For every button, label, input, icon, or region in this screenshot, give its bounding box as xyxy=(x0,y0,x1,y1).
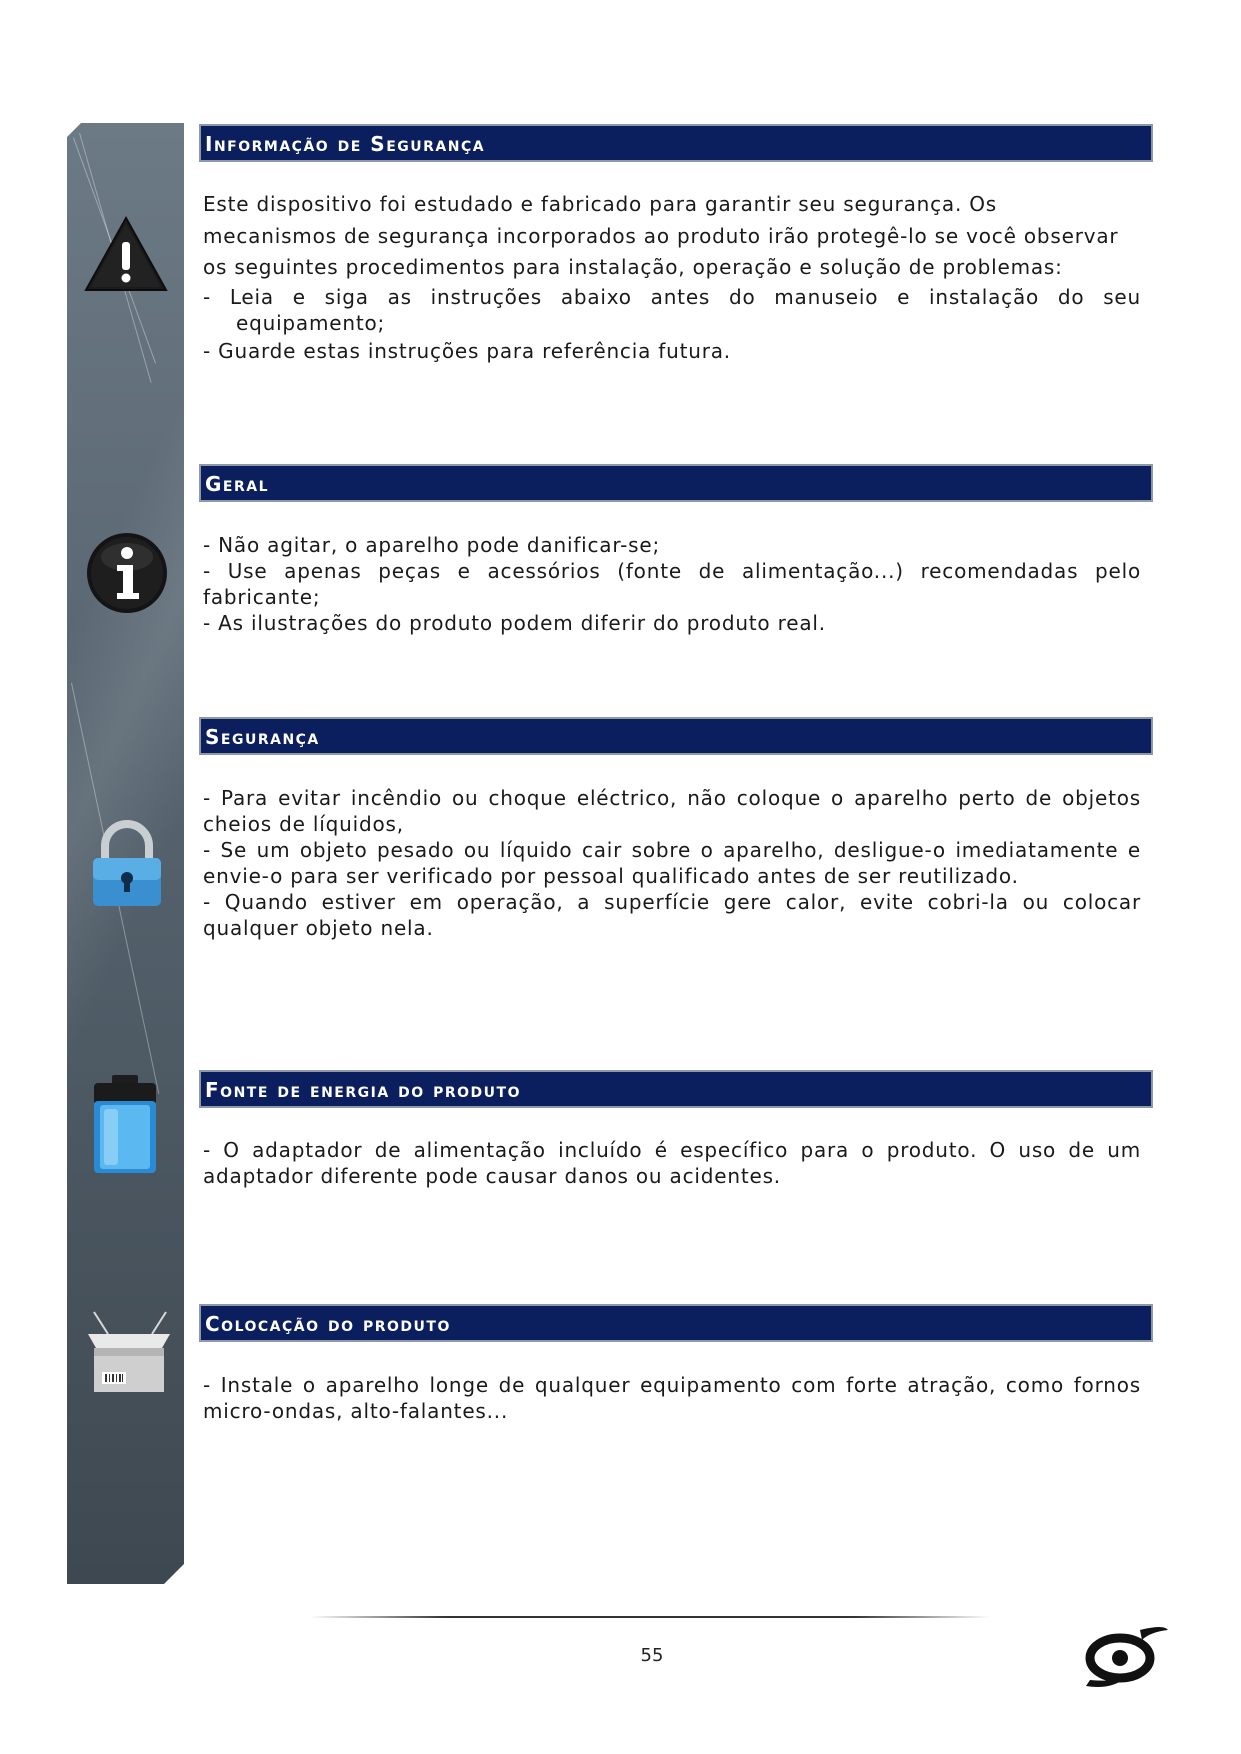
list-item: - Guarde estas instruções para referência futura. xyxy=(203,338,731,363)
section-body-seguranca xyxy=(203,785,1141,941)
brand-logo-icon xyxy=(1080,1620,1170,1692)
section-body-fonte-energia xyxy=(203,1137,1141,1189)
list-item: - Não agitar, o aparelho pode danificar-se; xyxy=(203,533,660,557)
section-body-geral xyxy=(203,532,1141,636)
list-item: - Para evitar incêndio ou choque eléctrico, não coloque o aparelho perto de objetos cheios de líquidos, xyxy=(203,786,1141,836)
section-header-fonte-energia: Fonte de energia do produto xyxy=(199,1070,1153,1108)
page-number: 55 xyxy=(640,1645,664,1666)
battery-icon xyxy=(92,1075,158,1175)
section-header-informacao-seguranca: Informação de Segurança xyxy=(199,124,1153,162)
section-body-colocacao-produto xyxy=(203,1372,1141,1424)
section-header-geral: Geral xyxy=(199,464,1153,502)
warning-icon xyxy=(82,214,170,294)
list-item: - O adaptador de alimentação incluído é específico para o produto. O uso de um adaptador diferente pode causar danos ou acidentes. xyxy=(203,1138,1141,1188)
info-icon xyxy=(85,531,169,615)
padlock-icon xyxy=(88,818,166,908)
section-body-informacao-seguranca xyxy=(203,189,1141,364)
list-item: - Leia e siga as instruções abaixo antes do manuseio e instalação do seu equipamento; xyxy=(203,284,1141,335)
list-item: - Use apenas peças e acessórios (fonte de alimentação...) recomendadas pelo fabricante; xyxy=(203,559,1141,609)
intro-paragraph: Este dispositivo foi estudado e fabricado para garantir seu segurança. Os mecanismos de segurança incorporados ao produto irão protegê-lo se você observar os seguintes procedimentos para instalação, operação e solução de problemas: xyxy=(203,192,1119,279)
section-header-seguranca: Segurança xyxy=(199,717,1153,755)
footer-divider xyxy=(310,1616,990,1618)
list-item: - Se um objeto pesado ou líquido cair sobre o aparelho, desligue-o imediatamente e envie-o para ser verificado por pessoal qualificado antes de ser reutilizado. xyxy=(203,838,1141,888)
list-item: - As ilustrações do produto podem diferir do produto real. xyxy=(203,611,826,635)
section-header-colocacao-produto: Colocação do produto xyxy=(199,1304,1153,1342)
list-item: - Instale o aparelho longe de qualquer equipamento com forte atração, como fornos micro-ondas, alto-falantes... xyxy=(203,1373,1141,1423)
box-icon xyxy=(84,1308,174,1396)
list-item: - Quando estiver em operação, a superfície gere calor, evite cobri-la ou colocar qualquer objeto nela. xyxy=(203,890,1141,940)
